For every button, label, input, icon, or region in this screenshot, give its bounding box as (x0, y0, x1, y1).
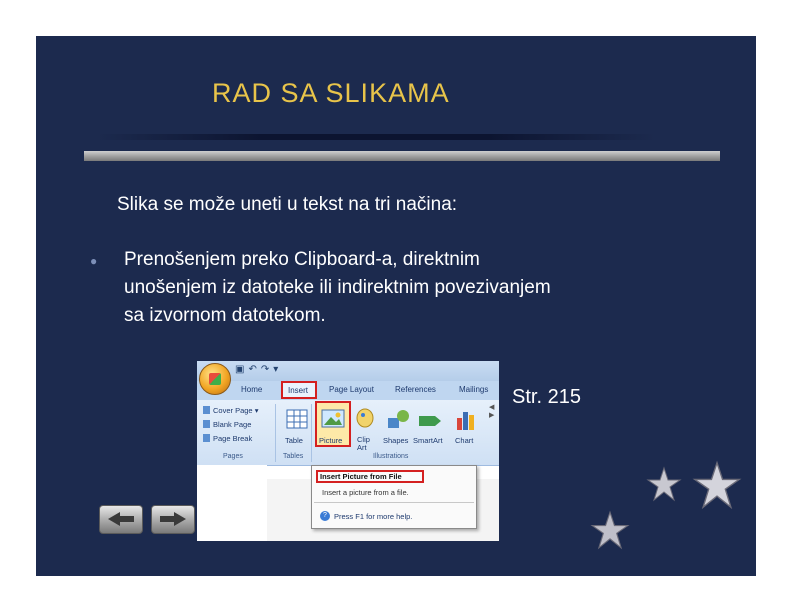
page-break-command: Page Break (203, 434, 252, 443)
picture-icon (318, 404, 348, 436)
chart-icon (451, 404, 481, 436)
tab-home: Home (241, 385, 263, 394)
clip-art-label: Clip Art (357, 435, 370, 452)
bullet-line-3: sa izvornom datotekom. (124, 305, 326, 326)
title-divider (84, 151, 720, 161)
bullet-text (124, 246, 684, 330)
illustrations-group-label: Illustrations (373, 453, 409, 460)
shapes-icon (383, 404, 413, 436)
star-icon (692, 460, 742, 510)
picture-label: Picture (319, 436, 343, 445)
star-icon (590, 510, 630, 550)
bullet-line-1: Prenošenjem preko Clipboard-a, direktnim (124, 249, 480, 270)
pages-group-label: Pages (223, 453, 243, 460)
shapes-label: Shapes (383, 436, 409, 445)
slide (36, 36, 756, 576)
slide-title: RAD SA SLIKAMA (212, 78, 450, 108)
smartart-icon (415, 404, 445, 436)
tab-mailings: Mailings (459, 385, 489, 394)
ribbon-tabs (197, 381, 499, 400)
help-icon: ? (320, 511, 330, 521)
star-icon (646, 466, 682, 502)
table-icon (281, 404, 311, 436)
tooltip-description: Insert a picture from a file. (322, 488, 409, 497)
document-margin (197, 465, 267, 541)
bullet-line-2: unošenjem iz datoteke ili indirektnim povezivanjem (124, 277, 551, 298)
chart-label: Chart (455, 436, 474, 445)
blank-page-command: Blank Page (203, 420, 251, 429)
prev-slide-button[interactable] (99, 505, 143, 534)
tooltip-title: Insert Picture from File (320, 472, 402, 481)
arrow-left-icon (100, 506, 142, 533)
tables-group-label: Tables (283, 453, 304, 460)
cover-page-command: Cover Page ▾ (203, 406, 258, 415)
tab-insert: Insert (281, 381, 317, 399)
save-icon: ▣ (235, 364, 249, 375)
page-reference: Str. 215 (512, 386, 581, 408)
redo-icon: ↷ (260, 364, 274, 375)
tab-references: References (395, 385, 436, 394)
office-button-icon (199, 363, 231, 395)
tooltip-help: Press F1 for more help. (334, 512, 413, 521)
ribbon-scroll-icon: ◀ ▶ (489, 404, 495, 419)
picture-tooltip (311, 465, 477, 529)
clip-art-icon (353, 404, 383, 436)
dropdown-icon: ▾ (273, 364, 283, 375)
undo-icon: ↶ (248, 364, 261, 375)
bullet-icon: ● (90, 254, 98, 268)
word-ribbon-screenshot (197, 361, 499, 541)
tab-page-layout: Page Layout (329, 385, 374, 394)
intro-text: Slika se može uneti u tekst na tri načina: (117, 194, 458, 215)
smartart-label: SmartArt (413, 436, 443, 445)
next-slide-button[interactable] (151, 505, 195, 534)
arrow-right-icon (152, 506, 194, 533)
table-label: Table (285, 436, 303, 445)
title-shadow-rule (96, 134, 656, 140)
quick-access-toolbar (197, 361, 499, 381)
